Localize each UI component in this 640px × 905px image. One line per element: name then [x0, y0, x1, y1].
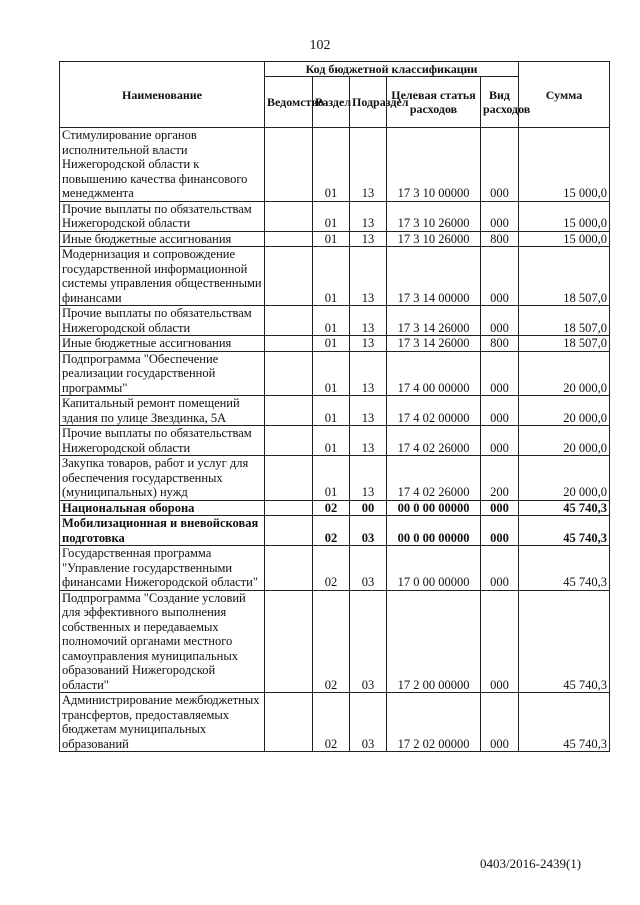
- cell-razdel: 01: [313, 426, 350, 456]
- cell-vedomstvo: [265, 516, 313, 546]
- cell-summa: 45 740,3: [519, 500, 610, 516]
- cell-podrazdel: 00: [350, 500, 387, 516]
- table-row: [60, 128, 610, 202]
- cell-razdel: 02: [313, 546, 350, 591]
- cell-name: Прочие выплаты по обязательствам Нижегородской области: [60, 426, 265, 456]
- cell-razdel: 01: [313, 231, 350, 247]
- cell-name: Иные бюджетные ассигнования: [60, 231, 265, 247]
- cell-name: Подпрограмма "Создание условий для эффективного выполнения собственных и передаваемых полномочий органами местного самоуправления муниципальных образований Нижегородской области": [60, 590, 265, 693]
- cell-summa: 18 507,0: [519, 336, 610, 352]
- cell-razdel: 01: [313, 201, 350, 231]
- cell-celevaya: 17 3 14 26000: [387, 336, 481, 352]
- cell-vid: 000: [481, 396, 519, 426]
- cell-vid: 200: [481, 456, 519, 501]
- cell-vedomstvo: [265, 231, 313, 247]
- cell-podrazdel: 13: [350, 201, 387, 231]
- cell-summa: 20 000,0: [519, 396, 610, 426]
- cell-celevaya: 17 0 00 00000: [387, 546, 481, 591]
- cell-vedomstvo: [265, 693, 313, 752]
- cell-celevaya: 00 0 00 00000: [387, 516, 481, 546]
- cell-vid: 000: [481, 351, 519, 396]
- cell-name: Прочие выплаты по обязательствам Нижегородской области: [60, 201, 265, 231]
- table-row: [60, 516, 610, 546]
- cell-podrazdel: 13: [350, 336, 387, 352]
- header-podrazdel: Подраздел: [350, 77, 387, 128]
- cell-vedomstvo: [265, 247, 313, 306]
- cell-razdel: 02: [313, 500, 350, 516]
- cell-name: Администрирование межбюджетных трансфертов, предоставляемых бюджетам муниципальных образований: [60, 693, 265, 752]
- header-group: Код бюджетной классификации: [265, 62, 519, 77]
- cell-podrazdel: 13: [350, 128, 387, 202]
- cell-celevaya: 17 4 02 26000: [387, 426, 481, 456]
- cell-razdel: 01: [313, 247, 350, 306]
- cell-name: Модернизация и сопровождение государственной информационной системы управления общественными финансами: [60, 247, 265, 306]
- cell-summa: 45 740,3: [519, 590, 610, 693]
- cell-podrazdel: 03: [350, 516, 387, 546]
- cell-vedomstvo: [265, 351, 313, 396]
- cell-podrazdel: 03: [350, 590, 387, 693]
- table-row: [60, 426, 610, 456]
- cell-podrazdel: 13: [350, 306, 387, 336]
- document-code: 0403/2016-2439(1): [480, 856, 582, 871]
- cell-summa: 45 740,3: [519, 516, 610, 546]
- header-vid: Вид расходов: [481, 77, 519, 128]
- cell-summa: 45 740,3: [519, 546, 610, 591]
- cell-vid: 000: [481, 128, 519, 202]
- table-row: [60, 693, 610, 752]
- cell-vid: 000: [481, 590, 519, 693]
- cell-celevaya: 17 3 10 26000: [387, 231, 481, 247]
- cell-podrazdel: 13: [350, 456, 387, 501]
- cell-vid: 000: [481, 546, 519, 591]
- cell-summa: 20 000,0: [519, 426, 610, 456]
- table-row: [60, 351, 610, 396]
- cell-celevaya: 17 2 00 00000: [387, 590, 481, 693]
- cell-razdel: 02: [313, 693, 350, 752]
- cell-celevaya: 17 3 10 26000: [387, 201, 481, 231]
- cell-vid: 800: [481, 231, 519, 247]
- cell-celevaya: 00 0 00 00000: [387, 500, 481, 516]
- cell-vedomstvo: [265, 590, 313, 693]
- cell-celevaya: 17 3 14 26000: [387, 306, 481, 336]
- table-row: [60, 396, 610, 426]
- table-body: [60, 128, 610, 752]
- cell-vedomstvo: [265, 426, 313, 456]
- table-row: [60, 306, 610, 336]
- table-row: [60, 336, 610, 352]
- cell-name: Государственная программа "Управление государственными финансами Нижегородской области": [60, 546, 265, 591]
- cell-razdel: 01: [313, 306, 350, 336]
- cell-razdel: 02: [313, 516, 350, 546]
- cell-summa: 15 000,0: [519, 128, 610, 202]
- cell-vid: 000: [481, 693, 519, 752]
- cell-name: Закупка товаров, работ и услуг для обеспечения государственных (муниципальных) нужд: [60, 456, 265, 501]
- cell-vedomstvo: [265, 500, 313, 516]
- header-vedomstvo: Ведомство: [265, 77, 313, 128]
- cell-celevaya: 17 4 02 26000: [387, 456, 481, 501]
- cell-name: Иные бюджетные ассигнования: [60, 336, 265, 352]
- cell-razdel: 01: [313, 128, 350, 202]
- cell-vid: 000: [481, 500, 519, 516]
- cell-name: Подпрограмма "Обеспечение реализации государственной программы": [60, 351, 265, 396]
- cell-summa: 15 000,0: [519, 201, 610, 231]
- cell-vedomstvo: [265, 336, 313, 352]
- table-row: [60, 456, 610, 501]
- cell-razdel: 01: [313, 396, 350, 426]
- cell-razdel: 01: [313, 336, 350, 352]
- page-number: 102: [309, 38, 331, 53]
- cell-vedomstvo: [265, 456, 313, 501]
- cell-celevaya: 17 4 00 00000: [387, 351, 481, 396]
- table-row: [60, 231, 610, 247]
- cell-vedomstvo: [265, 546, 313, 591]
- cell-vid: 000: [481, 426, 519, 456]
- cell-vid: 000: [481, 247, 519, 306]
- cell-podrazdel: 13: [350, 426, 387, 456]
- cell-podrazdel: 03: [350, 546, 387, 591]
- table-row: [60, 201, 610, 231]
- cell-name: Прочие выплаты по обязательствам Нижегородской области: [60, 306, 265, 336]
- cell-razdel: 02: [313, 590, 350, 693]
- header-razdel: Раздел: [313, 77, 350, 128]
- table-row: [60, 247, 610, 306]
- cell-vedomstvo: [265, 128, 313, 202]
- header-name: Наименование: [60, 62, 265, 128]
- cell-podrazdel: 13: [350, 351, 387, 396]
- cell-razdel: 01: [313, 456, 350, 501]
- cell-summa: 20 000,0: [519, 456, 610, 501]
- cell-celevaya: 17 4 02 00000: [387, 396, 481, 426]
- cell-vedomstvo: [265, 396, 313, 426]
- cell-summa: 18 507,0: [519, 306, 610, 336]
- cell-podrazdel: 13: [350, 247, 387, 306]
- cell-podrazdel: 13: [350, 231, 387, 247]
- budget-table: [59, 61, 610, 752]
- cell-name: Национальная оборона: [60, 500, 265, 516]
- cell-name: Мобилизационная и вневойсковая подготовка: [60, 516, 265, 546]
- cell-podrazdel: 13: [350, 396, 387, 426]
- table-row: [60, 590, 610, 693]
- header-summa: Сумма: [519, 62, 610, 128]
- cell-vid: 000: [481, 516, 519, 546]
- cell-celevaya: 17 3 14 00000: [387, 247, 481, 306]
- cell-vid: 000: [481, 201, 519, 231]
- cell-summa: 20 000,0: [519, 351, 610, 396]
- cell-name: Стимулирование органов исполнительной власти Нижегородской области к повышению качества финансового менеджмента: [60, 128, 265, 202]
- cell-razdel: 01: [313, 351, 350, 396]
- cell-vid: 000: [481, 306, 519, 336]
- header-celevaya: Целевая статья расходов: [387, 77, 481, 128]
- cell-name: Капитальный ремонт помещений здания по улице Звездинка, 5А: [60, 396, 265, 426]
- cell-celevaya: 17 2 02 00000: [387, 693, 481, 752]
- cell-vedomstvo: [265, 201, 313, 231]
- cell-summa: 18 507,0: [519, 247, 610, 306]
- cell-summa: 45 740,3: [519, 693, 610, 752]
- cell-vid: 800: [481, 336, 519, 352]
- cell-summa: 15 000,0: [519, 231, 610, 247]
- cell-vedomstvo: [265, 306, 313, 336]
- table-header: [60, 62, 610, 128]
- cell-podrazdel: 03: [350, 693, 387, 752]
- table-row: [60, 546, 610, 591]
- table-row: [60, 500, 610, 516]
- cell-celevaya: 17 3 10 00000: [387, 128, 481, 202]
